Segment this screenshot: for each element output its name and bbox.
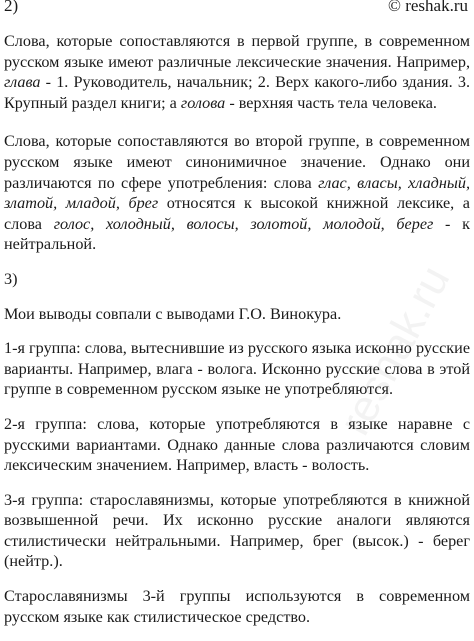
paragraph-first-group bbox=[4, 31, 470, 113]
paragraph-group-3: 3-я группа: старославянизмы, которые употребляются в книжной возвышенной речи. Их исконно русские аналоги являются стилистически нейтральными. Например, брег (высок.) - берег (нейтр.). bbox=[4, 490, 470, 571]
watermark: reshak.ru bbox=[330, 258, 460, 444]
text-segment: - верхняя часть тела человека. bbox=[225, 93, 437, 112]
task-number: 2) bbox=[4, 0, 19, 15]
paragraph-second-group bbox=[4, 131, 470, 255]
answer-content bbox=[4, 31, 470, 641]
text-segment: - к нейтральной. bbox=[4, 214, 470, 254]
paragraph-final: Старославянизмы 3-й группы используются в современном русском языке как стилистическое средство. bbox=[4, 587, 470, 626]
text-segment: Слова, которые сопоставляются в первой группе, в современном русском языке имеют различные лексические значения. Например, bbox=[4, 32, 470, 71]
paragraph-group-2: 2-я группа: слова, которые употребляются в языке наравне с русскими вариантами. Однако данные слова различаются словим лексическим значением. Например, власть - волость. bbox=[4, 414, 470, 475]
site-credit: © reshak.ru bbox=[388, 0, 468, 15]
bookish-words: глас, власы, хладный, златой, младой, брег bbox=[4, 173, 470, 213]
paragraph-group-1: 1-я группа: слова, вытеснившие из русского языка исконно русские варианты. Например, влага - волога. Исконно русские слова в этой группе в современном русском языке не употребляются. bbox=[4, 339, 470, 399]
paragraph-conclusion: Мои выводы совпали с выводами Г.О. Винокура. bbox=[4, 304, 342, 323]
section-number: 3) bbox=[4, 269, 18, 288]
page-header bbox=[4, 0, 468, 16]
example-word-glava: глава bbox=[4, 73, 41, 92]
text-segment: Слова, которые сопоставляются во второй группе, в современном русском языке имеют синонимичное значение. Однако они различаются по сфере употребления: слова bbox=[4, 132, 470, 192]
text-segment: относятся к высокой книжной лексике, а слова bbox=[4, 194, 470, 233]
example-word-golova: голова bbox=[180, 93, 226, 112]
neutral-words: голос, холодный, волосы, золотой, молодой, берег bbox=[53, 214, 434, 233]
text-segment: - 1. Руководитель, начальник; 2. Верх какого-либо здания. 3. Крупный раздел книги; а bbox=[4, 73, 470, 112]
